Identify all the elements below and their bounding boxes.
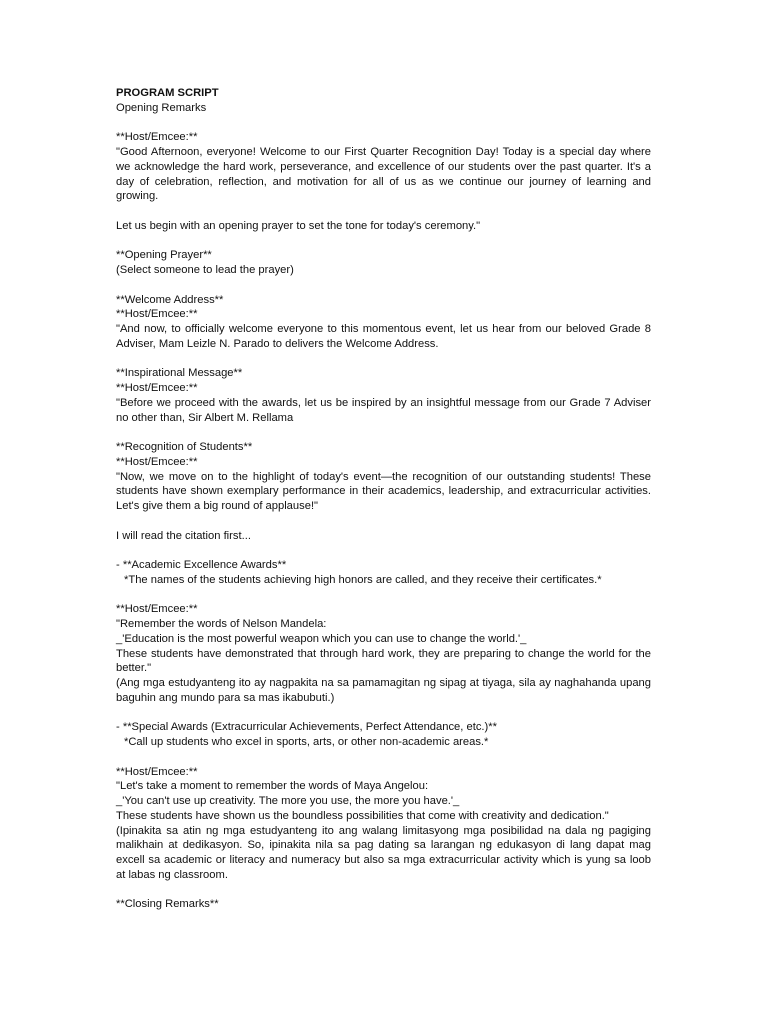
doc-subtitle: Opening Remarks (116, 101, 207, 114)
spacer (116, 883, 651, 898)
spacer (116, 116, 651, 131)
spacer (116, 588, 651, 603)
recognition-paragraph: "Now, we move on to the highlight of today's event—the recognition of our outstanding students! These students have shown exemplary performance in their academics, leadership, and extracurricular activities. Let's give them a big round of applause!" (116, 470, 651, 512)
mandela-host: **Host/Emcee:** (116, 603, 198, 616)
spacer (116, 278, 651, 293)
special-awards-note: *Call up students who excel in sports, arts, or other non-academic areas.* (124, 736, 489, 748)
welcome-paragraph: "And now, to officially welcome everyone to this momentous event, let us hear from our beloved Grade 8 Adviser, Mam Leizle N. Parado to delivers the Welcome Address. (116, 323, 651, 350)
angelou-host: **Host/Emcee:** (116, 765, 198, 778)
citation-line: I will read the citation first... (116, 529, 251, 542)
academic-awards-note: *The names of the students achieving high honors are called, and they receive their certificates.* (124, 573, 602, 586)
document-page (116, 86, 651, 912)
special-awards-heading: - **Special Awards (Extracurricular Achievements, Perfect Attendance, etc.)** (116, 721, 497, 734)
mandela-paragraph: These students have demonstrated that through hard work, they are preparing to change the world for the better." (116, 647, 651, 675)
spacer (116, 750, 651, 765)
welcome-heading: **Welcome Address** (116, 293, 224, 306)
angelou-quote: _'You can't use up creativity. The more you use, the more you have.'_ (116, 795, 460, 807)
prayer-heading: **Opening Prayer** (116, 249, 212, 262)
spacer (116, 543, 651, 558)
inspirational-paragraph: "Before we proceed with the awards, let us be inspired by an insightful message from our Grade 7 Adviser no other than, Sir Albert M. Rellama (116, 396, 651, 424)
opening-paragraph: "Good Afternoon, everyone! Welcome to our First Quarter Recognition Day! Today is a special day where we acknowledge the hard work, perseverance, and excellence of our students over the past quarter. It's a day of celebration, reflection, and motivation for all of us as we continue our journey of learning and growing. (116, 146, 651, 203)
welcome-host: **Host/Emcee:** (116, 308, 198, 321)
spacer (116, 706, 651, 721)
angelou-paragraph: These students have shown us the boundless possibilities that come with creativity and dedication." (116, 809, 609, 822)
angelou-intro: "Let's take a moment to remember the words of Maya Angelou: (116, 780, 429, 793)
doc-title: PROGRAM SCRIPT (116, 87, 219, 99)
spacer (116, 514, 651, 529)
opening-paragraph-2: Let us begin with an opening prayer to set the tone for today's ceremony." (116, 219, 481, 232)
spacer (116, 204, 651, 219)
mandela-intro: "Remember the words of Nelson Mandela: (116, 618, 327, 630)
academic-awards-heading: - **Academic Excellence Awards** (116, 559, 287, 571)
spacer (116, 234, 651, 249)
recognition-host: **Host/Emcee:** (116, 455, 198, 468)
spacer (116, 352, 651, 367)
host-heading: **Host/Emcee:** (116, 131, 198, 144)
recognition-heading: **Recognition of Students** (116, 441, 253, 453)
angelou-filipino: (Ipinakita sa atin ng mga estudyanteng ito ang walang limitasyong mga posibilidad na dala ng pagiging malikhain at dedikasyon. So, ipinakita nila sa pag dating sa larangan ng edukasyon di lang dapat mag excell sa academic or literacy and numeracy but also sa mga extracurricular activity which is yung sa loob at labas ng classroom. (116, 824, 651, 881)
mandela-quote: _'Education is the most powerful weapon which you can use to change the world.'_ (116, 632, 527, 645)
spacer (116, 425, 651, 440)
inspirational-host: **Host/Emcee:** (116, 382, 198, 394)
mandela-filipino: (Ang mga estudyanteng ito ay nagpakita na sa pamamagitan ng sipag at tiyaga, sila ay naghahanda upang baguhin ang mundo para sa mas ikabubuti.) (116, 677, 651, 704)
inspirational-heading: **Inspirational Message** (116, 367, 243, 380)
closing-heading: **Closing Remarks** (116, 898, 219, 911)
prayer-note: (Select someone to lead the prayer) (116, 264, 294, 276)
